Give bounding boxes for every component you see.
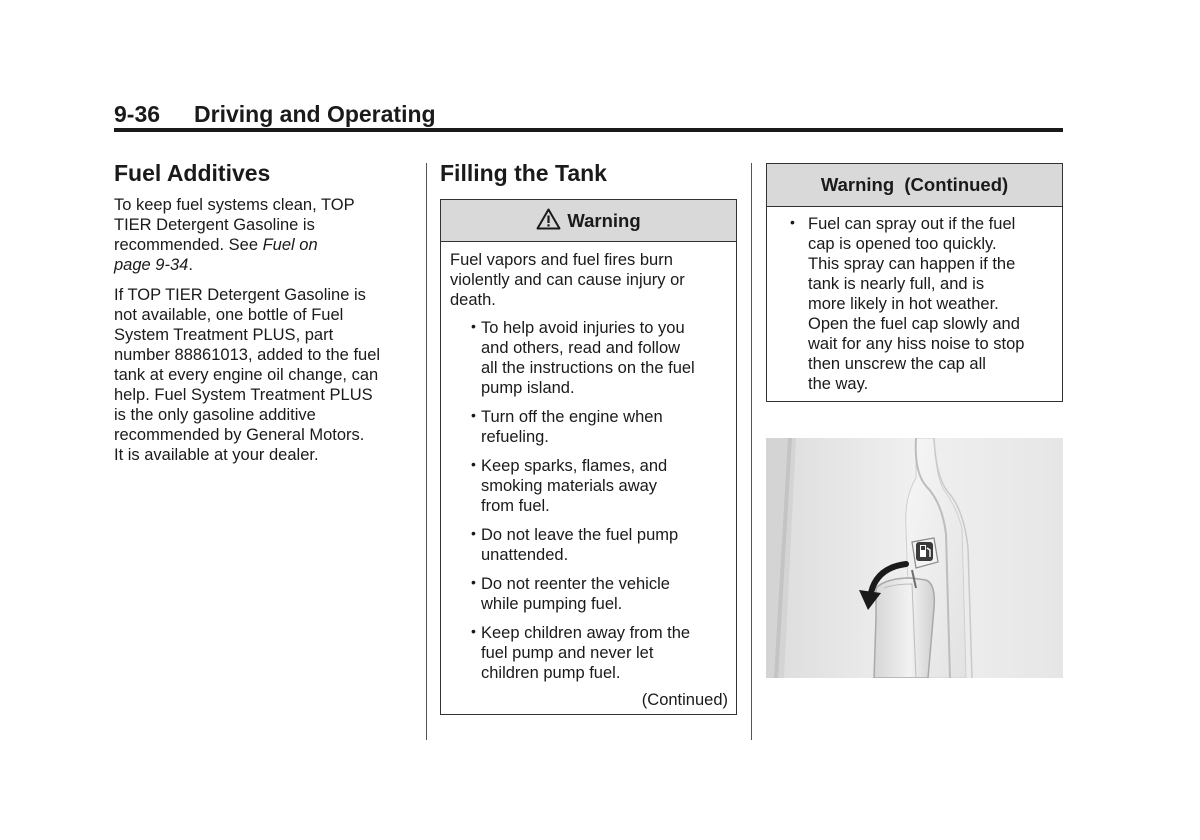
- warning-header: [441, 200, 736, 242]
- bullet-text: Do not leave the fuel pump unattended.: [481, 526, 679, 564]
- warning-continued-bullet-list: [776, 214, 1054, 394]
- bullet-text: To help avoid injuries to you and others, read and follow all the instructions on the fuel pump island.: [481, 319, 695, 397]
- fuel-additives-heading: Fuel Additives: [114, 160, 271, 186]
- warning-continued-body: [767, 207, 1062, 394]
- warning-intro: Fuel vapors and fuel fires burn violently and can cause injury or death.: [450, 251, 685, 309]
- fuel-pump-icon: [916, 542, 933, 561]
- column-divider-right: [751, 163, 752, 740]
- list-item: [450, 407, 728, 447]
- list-item: [450, 525, 728, 565]
- bullet-dot: •: [471, 407, 476, 423]
- para-1-end: .: [188, 256, 193, 274]
- cross-reference-text: Fuel on: [262, 236, 318, 254]
- bullet-text: Keep sparks, flames, and smoking materials away from fuel.: [481, 457, 668, 515]
- warning-triangle-icon: [536, 203, 561, 244]
- bullet-dot: •: [471, 525, 476, 541]
- section-title: Driving and Operating: [194, 101, 436, 127]
- warning-title: Warning: [567, 210, 641, 231]
- warning-body: [441, 242, 736, 710]
- warning-continued-box: [766, 163, 1063, 402]
- warning-continued-title: Warning (Continued): [820, 174, 1009, 195]
- warning-continued-header: [767, 164, 1062, 207]
- page-header: [114, 100, 1063, 128]
- fuel-additives-section: [114, 158, 414, 475]
- bullet-dot: •: [471, 456, 476, 472]
- para-1-text: To keep fuel systems clean, TOP TIER Detergent Gasoline is recommended. See: [114, 196, 355, 254]
- page-number: 9-36: [114, 101, 161, 127]
- cross-reference-page: page 9-34: [114, 256, 189, 274]
- fuel-additives-para-2: If TOP TIER Detergent Gasoline is not available, one bottle of Fuel System Treatment PLUS, part number 88861013, added to the fuel tank at every engine oil change, can help. Fuel System Treatment PLUS is the only gasoline additive recommended by General Motors. It is available at your dealer.: [114, 286, 381, 464]
- header-text: [114, 100, 1063, 128]
- bullet-dot: •: [471, 574, 476, 590]
- list-item: [450, 318, 728, 398]
- list-item: [450, 574, 728, 614]
- bullet-text: Keep children away from the fuel pump and never let children pump fuel.: [481, 624, 691, 682]
- filling-tank-section: [440, 158, 737, 195]
- fuel-additives-para-1: [114, 195, 414, 275]
- warning-bullet-list: [450, 318, 728, 683]
- bullet-dot: •: [471, 318, 476, 334]
- fuel-door-photo: [766, 438, 1063, 678]
- list-item: [450, 456, 728, 516]
- warning-box: [440, 199, 737, 715]
- bullet-text: Do not reenter the vehicle while pumping fuel.: [481, 575, 670, 613]
- bullet-text: Fuel can spray out if the fuel cap is opened too quickly. This spray can happen if the tank is nearly full, and is more likely in hot weather. Open the fuel cap slowly and wait for any hiss noise to stop then unscrew the cap all the way.: [808, 215, 1025, 393]
- bullet-dot: •: [471, 623, 476, 639]
- column-divider-left: [426, 163, 427, 740]
- filling-tank-heading: Filling the Tank: [440, 160, 607, 186]
- continued-label: (Continued): [641, 691, 728, 709]
- bullet-dot: •: [790, 214, 795, 230]
- header-rule: [114, 128, 1063, 132]
- list-item: [450, 623, 728, 683]
- list-item: [776, 214, 1054, 394]
- bullet-text: Turn off the engine when refueling.: [481, 408, 663, 446]
